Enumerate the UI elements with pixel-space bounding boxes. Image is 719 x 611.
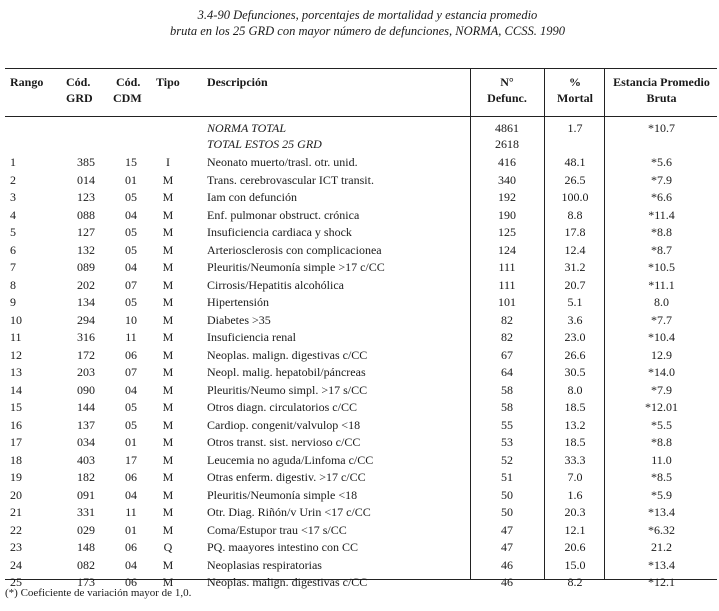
- row-grd: 082: [77, 558, 95, 572]
- row-descripcion: Otros diagn. circulatorios c/CC: [207, 400, 357, 414]
- row-defunc: 125: [498, 225, 516, 239]
- row-descripcion: Coma/Estupor trau <17 s/CC: [207, 523, 347, 537]
- row-grd: 385: [77, 155, 95, 169]
- row-defunc: 340: [498, 173, 516, 187]
- row-estancia: *8.8: [651, 435, 672, 449]
- footnote: (*) Coeficiente de variación mayor de 1,0.: [5, 587, 192, 599]
- header-cod-cdm-1: Cód.: [116, 75, 141, 89]
- row-grd: 134: [77, 295, 95, 309]
- row-tipo: M: [162, 470, 174, 484]
- row-tipo: M: [162, 190, 174, 204]
- row-mortal: 3.6: [567, 313, 583, 327]
- row-rango: 21: [10, 505, 22, 519]
- row-tipo: M: [162, 348, 174, 362]
- header-cod-grd-2: GRD: [66, 91, 93, 105]
- row-cdm: 05: [125, 295, 137, 309]
- row-defunc: 52: [501, 453, 513, 467]
- row-mortal: 31.2: [564, 260, 586, 274]
- row-rango: 23: [10, 540, 22, 554]
- row-tipo: M: [162, 278, 174, 292]
- row-mortal: 12.1: [564, 523, 586, 537]
- row-descripcion: Enf. pulmonar obstruct. crónica: [207, 208, 360, 222]
- row-cdm: 04: [125, 383, 137, 397]
- header-cod-grd-1: Cód.: [66, 75, 91, 89]
- row-descripcion: Neoplas. malign. digestivas c/CC: [207, 348, 368, 362]
- row-rango: 20: [10, 488, 22, 502]
- row-descripcion: Diabetes >35: [207, 313, 271, 327]
- row-mortal: 20.6: [564, 540, 586, 554]
- row-tipo: M: [162, 505, 174, 519]
- row-rango: 11: [10, 330, 22, 344]
- row-cdm: 06: [125, 575, 137, 589]
- row-tipo: M: [162, 453, 174, 467]
- row-cdm: 11: [125, 330, 137, 344]
- row-tipo: M: [162, 523, 174, 537]
- row-mortal: 13.2: [564, 418, 586, 432]
- row-defunc: 192: [498, 190, 516, 204]
- row-cdm: 07: [125, 278, 137, 292]
- row-defunc: 47: [501, 540, 513, 554]
- row-descripcion: Otras enferm. digestiv. >17 c/CC: [207, 470, 366, 484]
- row-mortal: 7.0: [567, 470, 583, 484]
- row-rango: 1: [10, 155, 16, 169]
- row-descripcion: Arteriosclerosis con complicacionea: [207, 243, 382, 257]
- row-grd: 090: [77, 383, 95, 397]
- row-grd: 127: [77, 225, 95, 239]
- row-rango: 9: [10, 295, 16, 309]
- row-tipo: M: [162, 418, 174, 432]
- row-rango: 4: [10, 208, 16, 222]
- row-cdm: 01: [125, 523, 137, 537]
- row-estancia: *11.4: [648, 208, 675, 222]
- row-estancia: 8.0: [654, 295, 669, 309]
- row-mortal: 8.8: [567, 208, 583, 222]
- row-rango: 16: [10, 418, 22, 432]
- row-rango: 24: [10, 558, 22, 572]
- row-defunc: 51: [501, 470, 513, 484]
- row-rango: 19: [10, 470, 22, 484]
- row-mortal: 8.2: [567, 575, 583, 589]
- row-mortal: 12.4: [564, 243, 586, 257]
- row-defunc: 101: [498, 295, 516, 309]
- row-rango: 12: [10, 348, 22, 362]
- row-tipo: I: [166, 155, 170, 169]
- row-cdm: 10: [125, 313, 137, 327]
- row-rango: 17: [10, 435, 22, 449]
- row-descripcion: Leucemia no aguda/Linfoma c/CC: [207, 453, 374, 467]
- row-estancia: *8.5: [651, 470, 672, 484]
- row-tipo: M: [162, 558, 174, 572]
- header-tipo: Tipo: [156, 75, 180, 89]
- table-caption-line2: bruta en los 25 GRD con mayor número de defunciones, NORMA, CCSS. 1990: [170, 24, 565, 38]
- row-defunc: 58: [501, 400, 513, 414]
- row-descripcion: Iam con defunción: [207, 190, 297, 204]
- row-cdm: 04: [125, 208, 137, 222]
- row-descripcion: Insuficiencia renal: [207, 330, 296, 344]
- total-defunc: 2618: [495, 137, 519, 151]
- row-tipo: M: [162, 488, 174, 502]
- row-mortal: 26.5: [564, 173, 586, 187]
- row-grd: 148: [77, 540, 95, 554]
- row-rango: 15: [10, 400, 22, 414]
- row-defunc: 111: [498, 260, 516, 274]
- row-grd: 089: [77, 260, 95, 274]
- row-estancia: *5.6: [651, 155, 672, 169]
- row-mortal: 15.0: [564, 558, 586, 572]
- header-bottom-rule: [5, 116, 717, 117]
- row-cdm: 06: [125, 540, 137, 554]
- row-defunc: 53: [501, 435, 513, 449]
- header-estancia-1: Estancia Promedio: [613, 75, 710, 89]
- row-defunc: 46: [501, 575, 513, 589]
- row-estancia: *5.5: [651, 418, 672, 432]
- row-estancia: *8.8: [651, 225, 672, 239]
- row-mortal: 23.0: [564, 330, 586, 344]
- header-cod-cdm-2: CDM: [113, 91, 142, 105]
- row-estancia: 12.9: [651, 348, 672, 362]
- row-defunc: 111: [498, 278, 516, 292]
- row-cdm: 07: [125, 365, 137, 379]
- row-estancia: *7.9: [651, 383, 672, 397]
- row-estancia: *7.7: [651, 313, 672, 327]
- row-defunc: 50: [501, 488, 513, 502]
- row-tipo: M: [162, 365, 174, 379]
- row-grd: 034: [77, 435, 95, 449]
- row-cdm: 05: [125, 418, 137, 432]
- row-cdm: 04: [125, 260, 137, 274]
- row-descripcion: Neonato muerto/trasl. otr. unid.: [207, 155, 358, 169]
- row-descripcion: Cirrosis/Hepatitis alcohólica: [207, 278, 344, 292]
- row-grd: 091: [77, 488, 95, 502]
- row-mortal: 8.0: [567, 383, 583, 397]
- row-cdm: 11: [125, 505, 137, 519]
- row-tipo: M: [162, 243, 174, 257]
- row-grd: 202: [77, 278, 95, 292]
- row-defunc: 58: [501, 383, 513, 397]
- row-mortal: 33.3: [564, 453, 586, 467]
- row-defunc: 416: [498, 155, 516, 169]
- row-tipo: M: [162, 313, 174, 327]
- row-rango: 14: [10, 383, 22, 397]
- row-rango: 5: [10, 225, 16, 239]
- row-defunc: 47: [501, 523, 513, 537]
- header-defunc-1: N°: [500, 75, 514, 89]
- row-rango: 10: [10, 313, 22, 327]
- row-estancia: *13.4: [648, 505, 675, 519]
- row-estancia: *11.1: [648, 278, 675, 292]
- row-cdm: 01: [125, 435, 137, 449]
- row-grd: 137: [77, 418, 95, 432]
- row-descripcion: Insuficiencia cardiaca y shock: [207, 225, 352, 239]
- row-estancia: *6.6: [651, 190, 672, 204]
- row-tipo: M: [162, 260, 174, 274]
- row-rango: 6: [10, 243, 16, 257]
- row-cdm: 06: [125, 348, 137, 362]
- row-grd: 182: [77, 470, 95, 484]
- total-mortal: 1.7: [567, 121, 583, 135]
- row-cdm: 04: [125, 558, 137, 572]
- row-descripcion: Neopl. malig. hepatobil/páncreas: [207, 365, 366, 379]
- row-rango: 13: [10, 365, 22, 379]
- header-descripcion: Descripción: [207, 75, 268, 89]
- row-tipo: M: [162, 383, 174, 397]
- row-defunc: 82: [501, 330, 513, 344]
- row-descripcion: Hipertensión: [207, 295, 269, 309]
- row-grd: 203: [77, 365, 95, 379]
- row-grd: 316: [77, 330, 95, 344]
- top-rule: [5, 68, 717, 69]
- row-estancia: *8.7: [651, 243, 672, 257]
- total-defunc: 4861: [495, 121, 519, 135]
- row-defunc: 124: [498, 243, 516, 257]
- row-mortal: 48.1: [564, 155, 586, 169]
- header-mortal-2: Mortal: [557, 91, 593, 105]
- row-estancia: *10.4: [648, 330, 675, 344]
- row-descripcion: Pleuritis/Neumo simpl. >17 s/CC: [207, 383, 368, 397]
- row-grd: 144: [77, 400, 95, 414]
- row-cdm: 05: [125, 190, 137, 204]
- row-defunc: 64: [501, 365, 513, 379]
- row-tipo: M: [162, 575, 174, 589]
- row-estancia: *5.9: [651, 488, 672, 502]
- row-estancia: *14.0: [648, 365, 675, 379]
- row-mortal: 18.5: [564, 435, 586, 449]
- row-estancia: *7.9: [651, 173, 672, 187]
- row-estancia: *6.32: [648, 523, 675, 537]
- header-estancia-2: Bruta: [646, 91, 677, 105]
- row-rango: 3: [10, 190, 16, 204]
- row-descripcion: PQ. maayores intestino con CC: [207, 540, 358, 554]
- row-estancia: *12.01: [645, 400, 678, 414]
- row-descripcion: Trans. cerebrovascular ICT transit.: [207, 173, 374, 187]
- row-cdm: 05: [125, 225, 137, 239]
- row-mortal: 30.5: [564, 365, 586, 379]
- row-estancia: *10.5: [648, 260, 675, 274]
- row-rango: 22: [10, 523, 22, 537]
- row-grd: 403: [77, 453, 95, 467]
- row-defunc: 46: [501, 558, 513, 572]
- row-defunc: 55: [501, 418, 513, 432]
- row-tipo: M: [162, 400, 174, 414]
- total-desc: NORMA TOTAL: [207, 121, 287, 135]
- header-mortal-1: %: [569, 75, 581, 89]
- row-cdm: 05: [125, 243, 137, 257]
- row-tipo: M: [162, 208, 174, 222]
- row-estancia: *12.1: [648, 575, 675, 589]
- row-cdm: 01: [125, 173, 137, 187]
- row-tipo: Q: [163, 540, 173, 554]
- row-descripcion: Otr. Diag. Riñón/v Urin <17 c/CC: [207, 505, 371, 519]
- row-cdm: 05: [125, 400, 137, 414]
- row-defunc: 50: [501, 505, 513, 519]
- table-caption-line1: 3.4-90 Defunciones, porcentajes de mortalidad y estancia promedio: [197, 8, 538, 22]
- row-defunc: 82: [501, 313, 513, 327]
- row-rango: 18: [10, 453, 22, 467]
- row-descripcion: Pleuritis/Neumonía simple >17 c/CC: [207, 260, 385, 274]
- header-rango: Rango: [10, 75, 44, 89]
- row-descripcion: Pleuritis/Neumonía simple <18: [207, 488, 358, 502]
- row-tipo: M: [162, 330, 174, 344]
- row-estancia: 11.0: [651, 453, 672, 467]
- row-mortal: 17.8: [564, 225, 586, 239]
- row-grd: 123: [77, 190, 95, 204]
- row-tipo: M: [162, 435, 174, 449]
- row-mortal: 20.3: [564, 505, 586, 519]
- row-rango: 25: [10, 575, 22, 589]
- row-cdm: 04: [125, 488, 137, 502]
- row-mortal: 100.0: [561, 190, 589, 204]
- row-grd: 029: [77, 523, 95, 537]
- row-grd: 132: [77, 243, 95, 257]
- row-descripcion: Neoplas. malign. digestivas c/CC: [207, 575, 368, 589]
- row-grd: 294: [77, 313, 95, 327]
- row-mortal: 20.7: [564, 278, 586, 292]
- row-descripcion: Neoplasias respiratorias: [207, 558, 322, 572]
- total-estancia: *10.7: [648, 121, 675, 135]
- row-mortal: 1.6: [567, 488, 583, 502]
- row-cdm: 06: [125, 470, 137, 484]
- row-rango: 2: [10, 173, 16, 187]
- row-descripcion: Otros transt. sist. nervioso c/CC: [207, 435, 361, 449]
- row-estancia: 21.2: [651, 540, 672, 554]
- total-desc: TOTAL ESTOS 25 GRD: [207, 137, 322, 151]
- row-grd: 088: [77, 208, 95, 222]
- row-mortal: 5.1: [567, 295, 583, 309]
- row-grd: 331: [77, 505, 95, 519]
- row-cdm: 15: [125, 155, 137, 169]
- row-cdm: 17: [125, 453, 137, 467]
- row-defunc: 67: [501, 348, 513, 362]
- row-defunc: 190: [498, 208, 516, 222]
- row-descripcion: Cardiop. congenit/valvulop <18: [207, 418, 361, 432]
- header-defunc-2: Defunc.: [487, 91, 527, 105]
- row-mortal: 26.6: [564, 348, 586, 362]
- row-tipo: M: [162, 173, 174, 187]
- row-grd: 014: [77, 173, 95, 187]
- row-mortal: 18.5: [564, 400, 586, 414]
- row-grd: 173: [77, 575, 95, 589]
- row-rango: 7: [10, 260, 16, 274]
- row-grd: 172: [77, 348, 95, 362]
- row-tipo: M: [162, 295, 174, 309]
- row-estancia: *13.4: [648, 558, 675, 572]
- row-tipo: M: [162, 225, 174, 239]
- row-rango: 8: [10, 278, 16, 292]
